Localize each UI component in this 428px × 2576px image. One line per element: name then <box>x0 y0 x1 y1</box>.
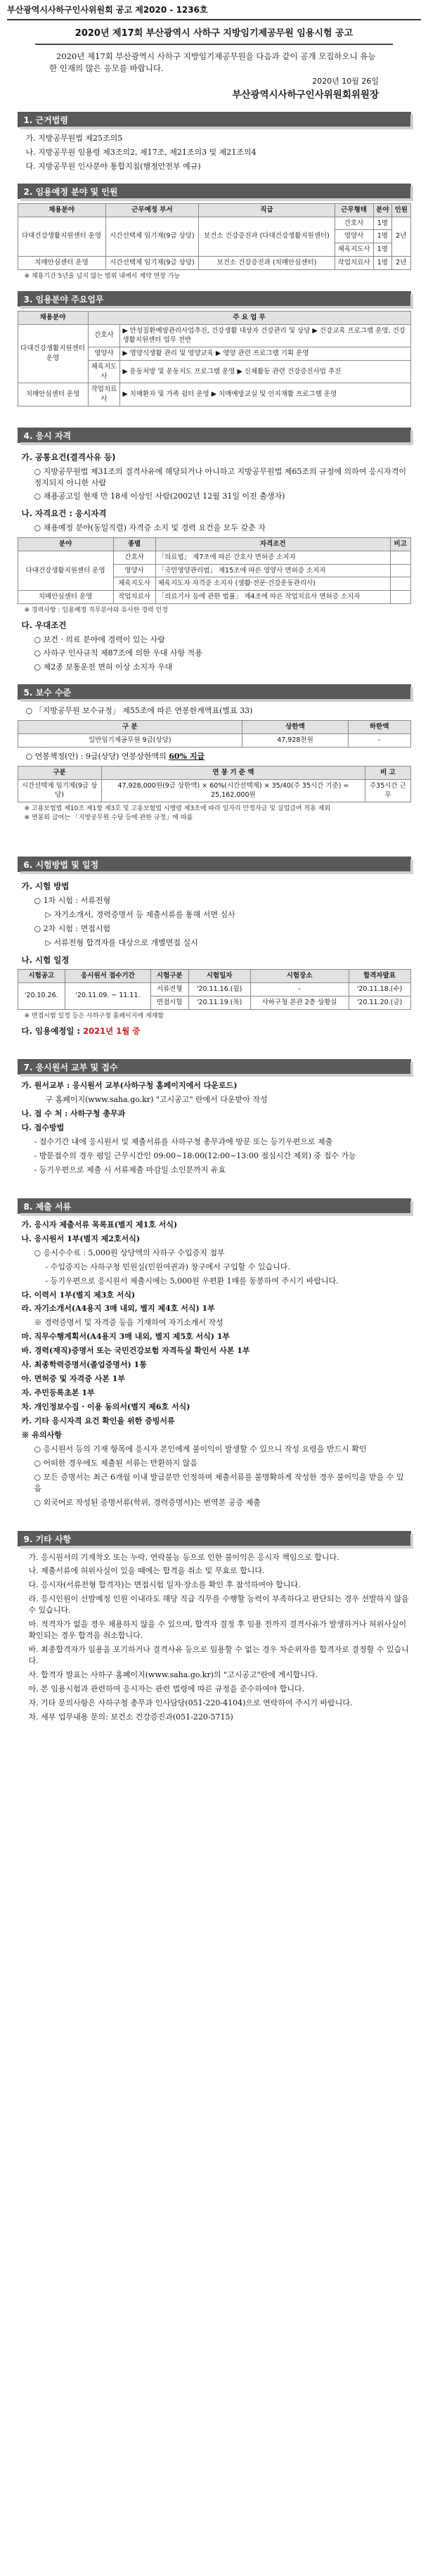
table-header: 비 고 <box>365 766 410 779</box>
table-header: 하한액 <box>348 721 410 734</box>
section-header-eligibility: 4. 응시 자격 <box>18 428 411 443</box>
table-row: 다대건강생활지원센터 운영 간호사 ▶ 만성질환예방관리사업추진, 건강생활 대상자 건강관리 및 상담 ▶ 건강교육 프로그램 운영, 건강생활지원센터 업무 전반 <box>18 324 410 347</box>
qualification-table <box>18 537 411 604</box>
list-item: 라. 응시인원이 선발예정 인원 이내라도 해당 직급 직무를 수행할 능력이 부족하다고 판단되는 경우 선발하지 않을 수 있습니다. <box>28 1594 409 1615</box>
section-header-application: 7. 응시원서 교부 및 접수 <box>18 1059 411 1075</box>
table-header: 직급 <box>199 203 335 217</box>
section-header-salary: 5. 보수 수준 <box>18 684 411 700</box>
appointment-date-line: 다. 임용예정일 : 2021년 1월 중 <box>21 1025 141 1036</box>
table-row: 영양사 「국민영양관리법」 제15조에 따른 영양사 면허증 소지자 <box>18 564 410 577</box>
list-item: 다. 응시자(서류전형 합격자)는 면접시험 일자·장소를 확인 후 참석하여야 합니다. <box>28 1580 301 1590</box>
exam-block <box>18 876 411 1038</box>
list-item: 마. 직무수행계획서(A4용지 3매 내외, 별지 제5호 서식) 1부 <box>21 1332 231 1342</box>
list-item: 바. 최종합격자가 임용을 포기하거나 결격사유 등으로 임용할 수 없는 경우 차순위자를 합격자로 결정할 수 있습니다. <box>28 1645 409 1665</box>
list-item: - 수입증지는 사하구청 민원실(민원여권과) 창구에서 구입할 수 있습니다. <box>45 1262 290 1271</box>
table-header: 시험구분 <box>150 970 188 983</box>
list-item: - 등기우편으로 응시원서 제출시에는 5,000원 우편환 1매를 동봉하여 주시기 바랍니다. <box>45 1276 339 1286</box>
table-header: 연 봉 기 준 액 <box>101 766 365 779</box>
list-item: ▷ 서류전형 합격자를 대상으로 개별면접 실시 <box>45 937 198 947</box>
eligibility-block <box>18 447 411 674</box>
table-row: 체육지도사 ▶ 운동처방 및 운동지도 프로그램 운영 ▶ 신체활동 관련 건강증진사업 추진 <box>18 360 410 383</box>
list-item: 다. 접수방법 <box>21 1123 65 1133</box>
list-item: 차. 개인정보수집 · 이용 동의서(별지 제6호 서식) <box>21 1402 190 1411</box>
list-item: 나. 지방공무원 임용령 제3조의2, 제17조, 제21조의3 및 제21조의4 <box>25 148 257 158</box>
list-item: 카. 기타 응시자격 요건 확인을 위한 증빙서류 <box>21 1416 175 1425</box>
table-header: 시험공고 <box>18 970 65 983</box>
list-item: ○ 모든 증명서는 최근 6개월 이내 발급분만 인정하며 제출서류를 불명확하게 작성한 경우 불이익을 받을 수 있음 <box>34 1472 404 1493</box>
recruitment-table <box>18 203 411 270</box>
emphasis-text: 60% 지급 <box>169 751 205 761</box>
list-item: ○ 1차 시험 : 서류전형 <box>34 895 111 905</box>
table-header: 구 분 <box>18 721 242 734</box>
list-item: ○ 채용공고일 현재 만 18세 이상인 사람(2002년 12월 31일 이전 출생자) <box>34 492 285 501</box>
legal-basis-list <box>18 132 411 174</box>
list-item: 차. 세부 업무내용 문의: 보건소 건강증진과(051-220-5715) <box>28 1712 233 1722</box>
list-item: ※ 경력증명서 및 자격증 등을 기재하여 자기소개서 작성 <box>34 1318 223 1328</box>
list-item: 나. 제출서류에 허위사실이 있을 때에는 합격을 취소 및 무효로 합니다. <box>28 1566 265 1576</box>
table-row: '20.10.26. '20.11.09. ~ 11.11. 서류전형 '20.11.16.(월) - '20.11.18.(수) <box>18 983 410 997</box>
list-item: 사. 최종학력증명서(졸업증명서) 1통 <box>21 1360 147 1370</box>
table-row: 치매안심센터 운영 작업치료사 ▶ 치매환자 및 가족 쉼터 운영 ▶ 치매예방교실 및 인지재활 프로그램 운영 <box>18 383 410 406</box>
misc-block <box>18 1551 411 1724</box>
table-header: 근무형태 <box>335 203 373 217</box>
agency-name: 부산광역시사하구인사위원회위원장 <box>232 89 379 101</box>
list-item: 가. 지방공무원법 제25조의5 <box>25 134 123 143</box>
list-item: 바. 경력(재직)증명서 또는 국민건강보험 자격득실 확인서 사본 1부 <box>21 1346 250 1356</box>
list-item: ○ 지방공무원법 제31조의 결격사유에 해당되거나 아니하고 지방공무원법 제65조의 규정에 의하여 응시자격이 정지되지 아니한 사람 <box>34 466 406 487</box>
list-item: 자. 주민등록초본 1부 <box>21 1388 95 1398</box>
subheading: 나. 시험 일정 <box>21 954 70 965</box>
salary-standard-table <box>18 766 411 802</box>
subheading: 가. 시험 방법 <box>21 881 70 892</box>
table-row: 시간선택제 임기제(9급 상당) 47,928,000원(9급 상한액) × 60%(시간선택제) × 35/40(주 35시간 기준) = 25,162,000원 주35시간 근무 <box>18 779 410 802</box>
salary-limit-table <box>18 720 411 748</box>
table-header: 상한액 <box>242 721 349 734</box>
table-header: 인원 <box>392 203 410 217</box>
table-note: ※ 고용보험법 제10조 제1항 제3호 및 고용보험법 시행령 제3조에 따라 일자리 안정자금 및 실업급여 적용 제외 <box>24 805 331 813</box>
notice-number: 부산광역시사하구인사위원회 공고 제2020 - 1236호 <box>7 3 421 20</box>
table-header: 비고 <box>390 537 410 551</box>
table-header: 채용분야 <box>18 311 88 324</box>
table-row: 영양사 ▶ 영양식생활 관리 및 영양교육 ▶ 영양 관련 프로그램 기획 운영 <box>18 347 410 361</box>
list-item: 가. 응시원서의 기재착오 또는 누락, 연락불능 등으로 인한 불이익은 응시자 책임으로 합니다. <box>28 1552 339 1562</box>
list-item: ※ 유의사항 <box>21 1430 62 1440</box>
table-row: 다대건강생활지원센터 운영 시간선택제 임기제(9급 상당) 보건소 건강증진과 (다대건강생활지원센터) 간호사 1명 2년 <box>18 217 410 230</box>
list-item: - 등기우편으로 제출 시 서류제출 마감일 소인분까지 유효 <box>34 1165 226 1174</box>
list-item: ○ 2차 시험 : 면접시험 <box>34 923 111 933</box>
table-header: 응시원서 접수기간 <box>65 970 151 983</box>
list-item: 자. 기타 문의사항은 사하구청 총무과 인사담당(051-220-4104)으로 연락하여 주시기 바랍니다. <box>28 1698 353 1707</box>
table-row: 체육지도사 체육지도자 자격증 소지자 (생활·전문·건강운동관리사) <box>18 577 410 591</box>
list-item: 나. 응시원서 1부(별지 제2호서식) <box>21 1233 141 1243</box>
table-row: 일반임기제공무원 9급(상당) 47,928천원 - <box>18 734 410 748</box>
table-header: 채용분야 <box>18 203 105 217</box>
salary-block <box>18 704 411 823</box>
list-item: - 접수기간 내에 응시원서 및 제출서류를 사하구청 총무과에 방문 또는 등기우편으로 제출 <box>34 1137 333 1146</box>
list-item: ▷ 자기소개서, 경력증명서 등 제출서류를 통해 서면 심사 <box>45 909 235 919</box>
section-header-exam: 6. 시험방법 및 일정 <box>18 857 411 872</box>
list-item: ○ 응시수수료 : 5,000원 상당액의 사하구 수입증지 첨부 <box>34 1248 225 1257</box>
list-item: 사. 합격자 발표는 사하구 홈페이지(www.saha.go.kr)의 "고시공고"란에 게시합니다. <box>28 1670 318 1679</box>
exam-schedule-table <box>18 969 411 1009</box>
table-row: 치매안심센터 운영 작업치료사 「의료기사 등에 관한 법률」 제4조에 따른 작업치료사 면허증 소지자 <box>18 591 410 604</box>
subheading: 가. 공통요건(결격사유 등) <box>21 451 116 462</box>
list-item: ○ 외국어로 작성된 증명서류(학위, 경력증명서)는 번역본 공증 제출 <box>34 1497 261 1507</box>
table-row: 영양사 1명 <box>18 230 410 243</box>
application-block <box>18 1079 411 1177</box>
appointment-date: 2021년 1월 중 <box>83 1025 141 1036</box>
section-header-documents: 8. 제출 서류 <box>18 1198 411 1214</box>
section-header-recruitment: 2. 임용예정 분야 및 인원 <box>18 184 411 199</box>
list-item: ○ 연봉책정(안) : 9급(상당) 연봉상한액의 60% 지급 <box>25 751 205 761</box>
list-item: 라. 자기소개서(A4용지 3매 내외, 별지 제4호 서식) 1부 <box>21 1304 215 1314</box>
table-header: 자격조건 <box>155 537 390 551</box>
table-header: 합격자발표 <box>349 970 410 983</box>
table-row: 체육지도사 1명 <box>18 243 410 257</box>
list-item: ○ 사하구 인사규칙 제87조에 의한 우대 사항 적용 <box>34 648 202 658</box>
table-note: ※ 연봉외 급여는 「지방공무원 수당 등에 관한 규정」에 따름 <box>24 814 193 822</box>
table-note: ※ 면접시험 일정 등은 사하구청 홈페이지에 게재함 <box>24 1012 164 1020</box>
list-item: 아. 본 임용시험과 관련하여 응시자는 관련 법령에 따른 규정을 준수하여야 합니다. <box>28 1684 305 1693</box>
intro-text: 2020년 제17회 부산광역시 사하구 지방임기제공무원을 다음과 같이 공개 모집하오니 유능한 인재의 많은 응모를 바랍니다. <box>49 51 376 73</box>
table-header: 근무예정 부서 <box>105 203 199 217</box>
table-header: 분야 <box>373 203 391 217</box>
list-item: ○ 보건 · 의료 분야에 경력이 있는 사람 <box>34 634 165 644</box>
notice-title: 2020년 제17회 부산광역시 사하구 지방임기제공무원 임용시험 공고 <box>74 28 354 39</box>
section-header-duties: 3. 임용분야 주요업무 <box>18 291 411 307</box>
table-note: ※ 채용기간 5년을 넘지 않는 범위 내에서 계약 연장 가능 <box>24 272 181 280</box>
list-item: ○ 채용예정 분야(동일직렬) 자격증 소지 및 경력 요건을 모두 갖춘 자 <box>34 523 266 533</box>
table-note: ※ 경력사항 : 임용예정 직무분야와 유사한 경력 인정 <box>24 606 168 614</box>
list-item: 가. 원서교부 : 응시원서 교부(사하구청 홈페이지에서 다운로드) <box>21 1081 238 1091</box>
list-item: 다. 이력서 1부(별지 제3호 서식) <box>21 1290 136 1300</box>
list-item: ○ 「지방공무원 보수규정」 제55조에 따른 연봉한계액표(별표 33) <box>25 706 253 716</box>
table-header: 시험일자 <box>188 970 250 983</box>
subheading: 나. 자격요건 : 응시자격 <box>21 508 107 519</box>
list-item: 마. 적격자가 없을 경우 채용하지 않을 수 있으며, 합격자 결정 후 임용 전까지 결격사유가 발생하거나 허위사실이 확인되는 경우 합격을 취소합니다. <box>28 1620 407 1641</box>
list-item: ○ 응시원서 등의 기재 항목에 응시자 본인에게 불이익이 발생할 수 있으니 작성 요령을 반드시 확인 <box>34 1444 367 1454</box>
section-header-legal-basis: 1. 근거법령 <box>18 112 411 127</box>
list-item: - 방문접수의 경우 평일 근무시간인 09:00~18:00(12:00~13:00 점심시간 제외) 중 접수 가능 <box>34 1151 356 1160</box>
table-header: 시험장소 <box>250 970 349 983</box>
table-row: 다대건강생활지원센터 운영 간호사 「의료법」 제7조에 따른 간호사 면허증 소지자 <box>18 551 410 564</box>
table-header: 분야 <box>18 537 113 551</box>
duties-table <box>18 311 411 406</box>
table-row: 치매안심센터 운영 시간선택제 임기제(9급 상당) 보건소 건강증진과 (치매안심센터) 작업치료사 1명 2년 <box>18 256 410 269</box>
list-item: 구 홈페이지(www.saha.go.kr) "고시공고" 란에서 다운받아 작성 <box>45 1095 268 1105</box>
section-header-misc: 9. 기타 사항 <box>18 1531 411 1546</box>
list-item: ○ 어떠한 경우에도 제출된 서류는 반환하지 않음 <box>34 1458 197 1468</box>
documents-block <box>18 1218 411 1510</box>
list-item: 다. 지방공무원 인사분야 통합지침(행정안전부 예규) <box>25 161 201 171</box>
list-item: 가. 응시자 제출서류 목록표(별지 제1호 서식) <box>21 1219 178 1229</box>
table-header: 주 요 업 무 <box>88 311 410 324</box>
table-row: 면접시험 '20.11.19.(목) 사하구청 본관 2층 상황실 '20.11.20.(금) <box>18 996 410 1009</box>
notice-date: 2020년 10월 26일 <box>312 76 379 86</box>
list-item: 아. 면허증 및 자격증 사본 1부 <box>21 1374 126 1384</box>
table-header: 종별 <box>113 537 155 551</box>
list-item: ○ 제2종 보통운전 면허 이상 소지자 우대 <box>34 662 173 672</box>
list-item: 나. 접 수 처 : 사하구청 총무과 <box>21 1109 126 1119</box>
table-header: 구분 <box>18 766 101 779</box>
subheading: 다. 우대조건 <box>21 620 67 630</box>
